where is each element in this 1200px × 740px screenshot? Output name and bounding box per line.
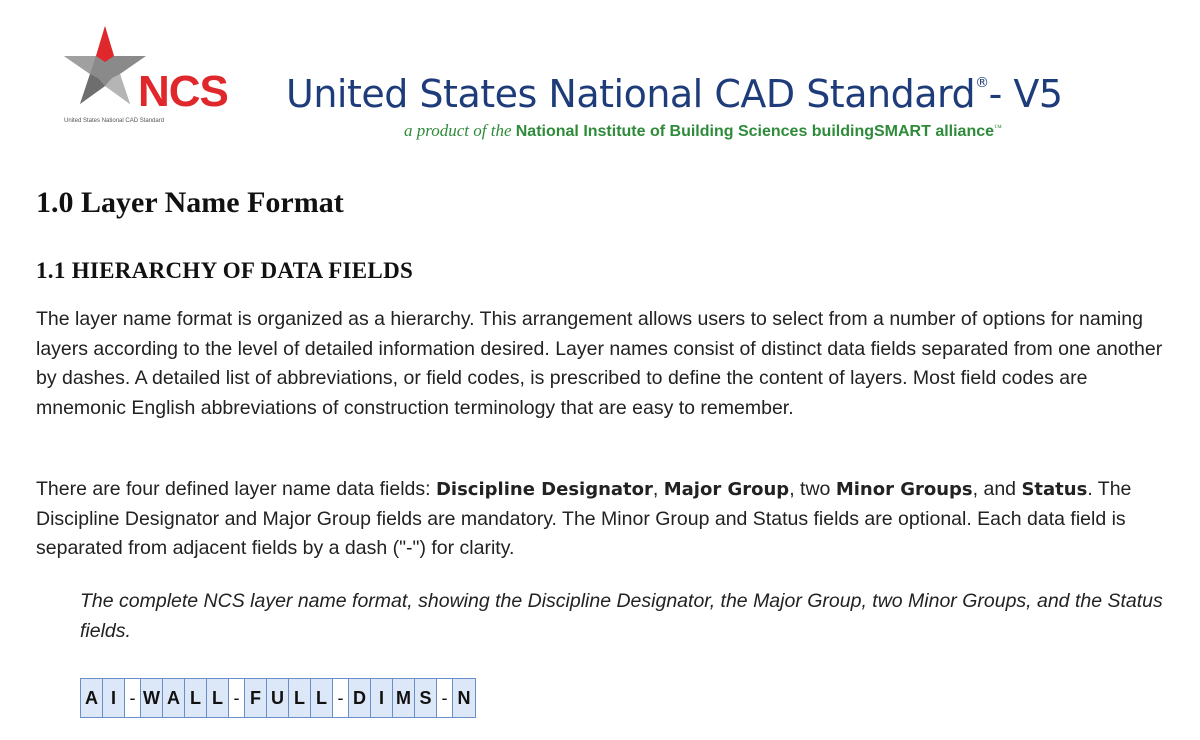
fields-paragraph	[36, 475, 1176, 564]
p2-text-f: . The Discipline Designator and Major Group fields are mandatory. The Minor Group and Status fields are optional. Each data field is separated from adjacent fields by a dash ("-") for clarity.	[36, 478, 1132, 559]
intro-paragraph: The layer name format is organized as a hierarchy. This arrangement allows users to select from a number of options for naming layers according to the level of detailed information desired. Layer names consist of distinct data fields separated from one another by dashes. A detailed list of abbreviations, or field codes, is prescribed to define the content of layers. Most field codes are mnemonic English abbreviations of construction terminology that are easy to remember.	[36, 308, 1163, 419]
p2-text-a: There are four defined layer name data fields:	[36, 478, 436, 500]
layer-name-example	[80, 678, 476, 718]
ncs-logo	[60, 18, 260, 130]
trademark-mark: ™	[994, 123, 1002, 132]
term-status: Status	[1021, 479, 1088, 500]
p2-text-c: ,	[652, 478, 664, 500]
layer-char-cell: D	[349, 679, 371, 717]
layer-dash-cell: -	[229, 679, 245, 717]
layer-dash-cell: -	[125, 679, 141, 717]
header-banner	[0, 0, 1200, 160]
term-major-group: Major Group	[663, 479, 790, 500]
tagline-org: National Institute of Building Sciences buildingSMART alliance	[515, 123, 995, 140]
subsection-heading: 1.1 HIERARCHY OF DATA FIELDS	[36, 258, 414, 283]
layer-char-cell: L	[311, 679, 333, 717]
layer-char-cell: U	[267, 679, 289, 717]
banner-title-text: United States National CAD Standard	[286, 72, 976, 116]
layer-char-cell: A	[81, 679, 103, 717]
p2-text-d: , two	[789, 478, 836, 500]
layer-dash-cell: -	[333, 679, 349, 717]
layer-char-cell: S	[415, 679, 437, 717]
logo-subtitle: United States National CAD Standard	[64, 118, 165, 124]
banner-version: - V5	[988, 72, 1063, 116]
term-minor-groups: Minor Groups	[835, 479, 973, 500]
banner-title	[286, 72, 1063, 116]
layer-char-cell: W	[141, 679, 163, 717]
term-discipline: Discipline Designator	[435, 479, 653, 500]
tagline-prefix: a product of the	[404, 121, 512, 140]
layer-char-cell: L	[185, 679, 207, 717]
layer-char-cell: I	[103, 679, 125, 717]
figure-caption: The complete NCS layer name format, showing the Discipline Designator, the Major Group, two Minor Groups, and the Status fields.	[80, 590, 1163, 642]
star-icon	[60, 18, 150, 118]
section-heading: 1.0 Layer Name Format	[36, 186, 344, 219]
layer-char-cell: L	[289, 679, 311, 717]
layer-char-cell: A	[163, 679, 185, 717]
layer-dash-cell: -	[437, 679, 453, 717]
banner-tagline	[404, 121, 1002, 141]
logo-ncs-text: NCS	[138, 67, 228, 116]
p2-text-e: , and	[972, 478, 1022, 500]
registered-mark: ®	[975, 75, 989, 91]
layer-char-cell: L	[207, 679, 229, 717]
layer-char-cell: N	[453, 679, 475, 717]
layer-char-cell: I	[371, 679, 393, 717]
layer-char-cell: M	[393, 679, 415, 717]
layer-char-cell: F	[245, 679, 267, 717]
